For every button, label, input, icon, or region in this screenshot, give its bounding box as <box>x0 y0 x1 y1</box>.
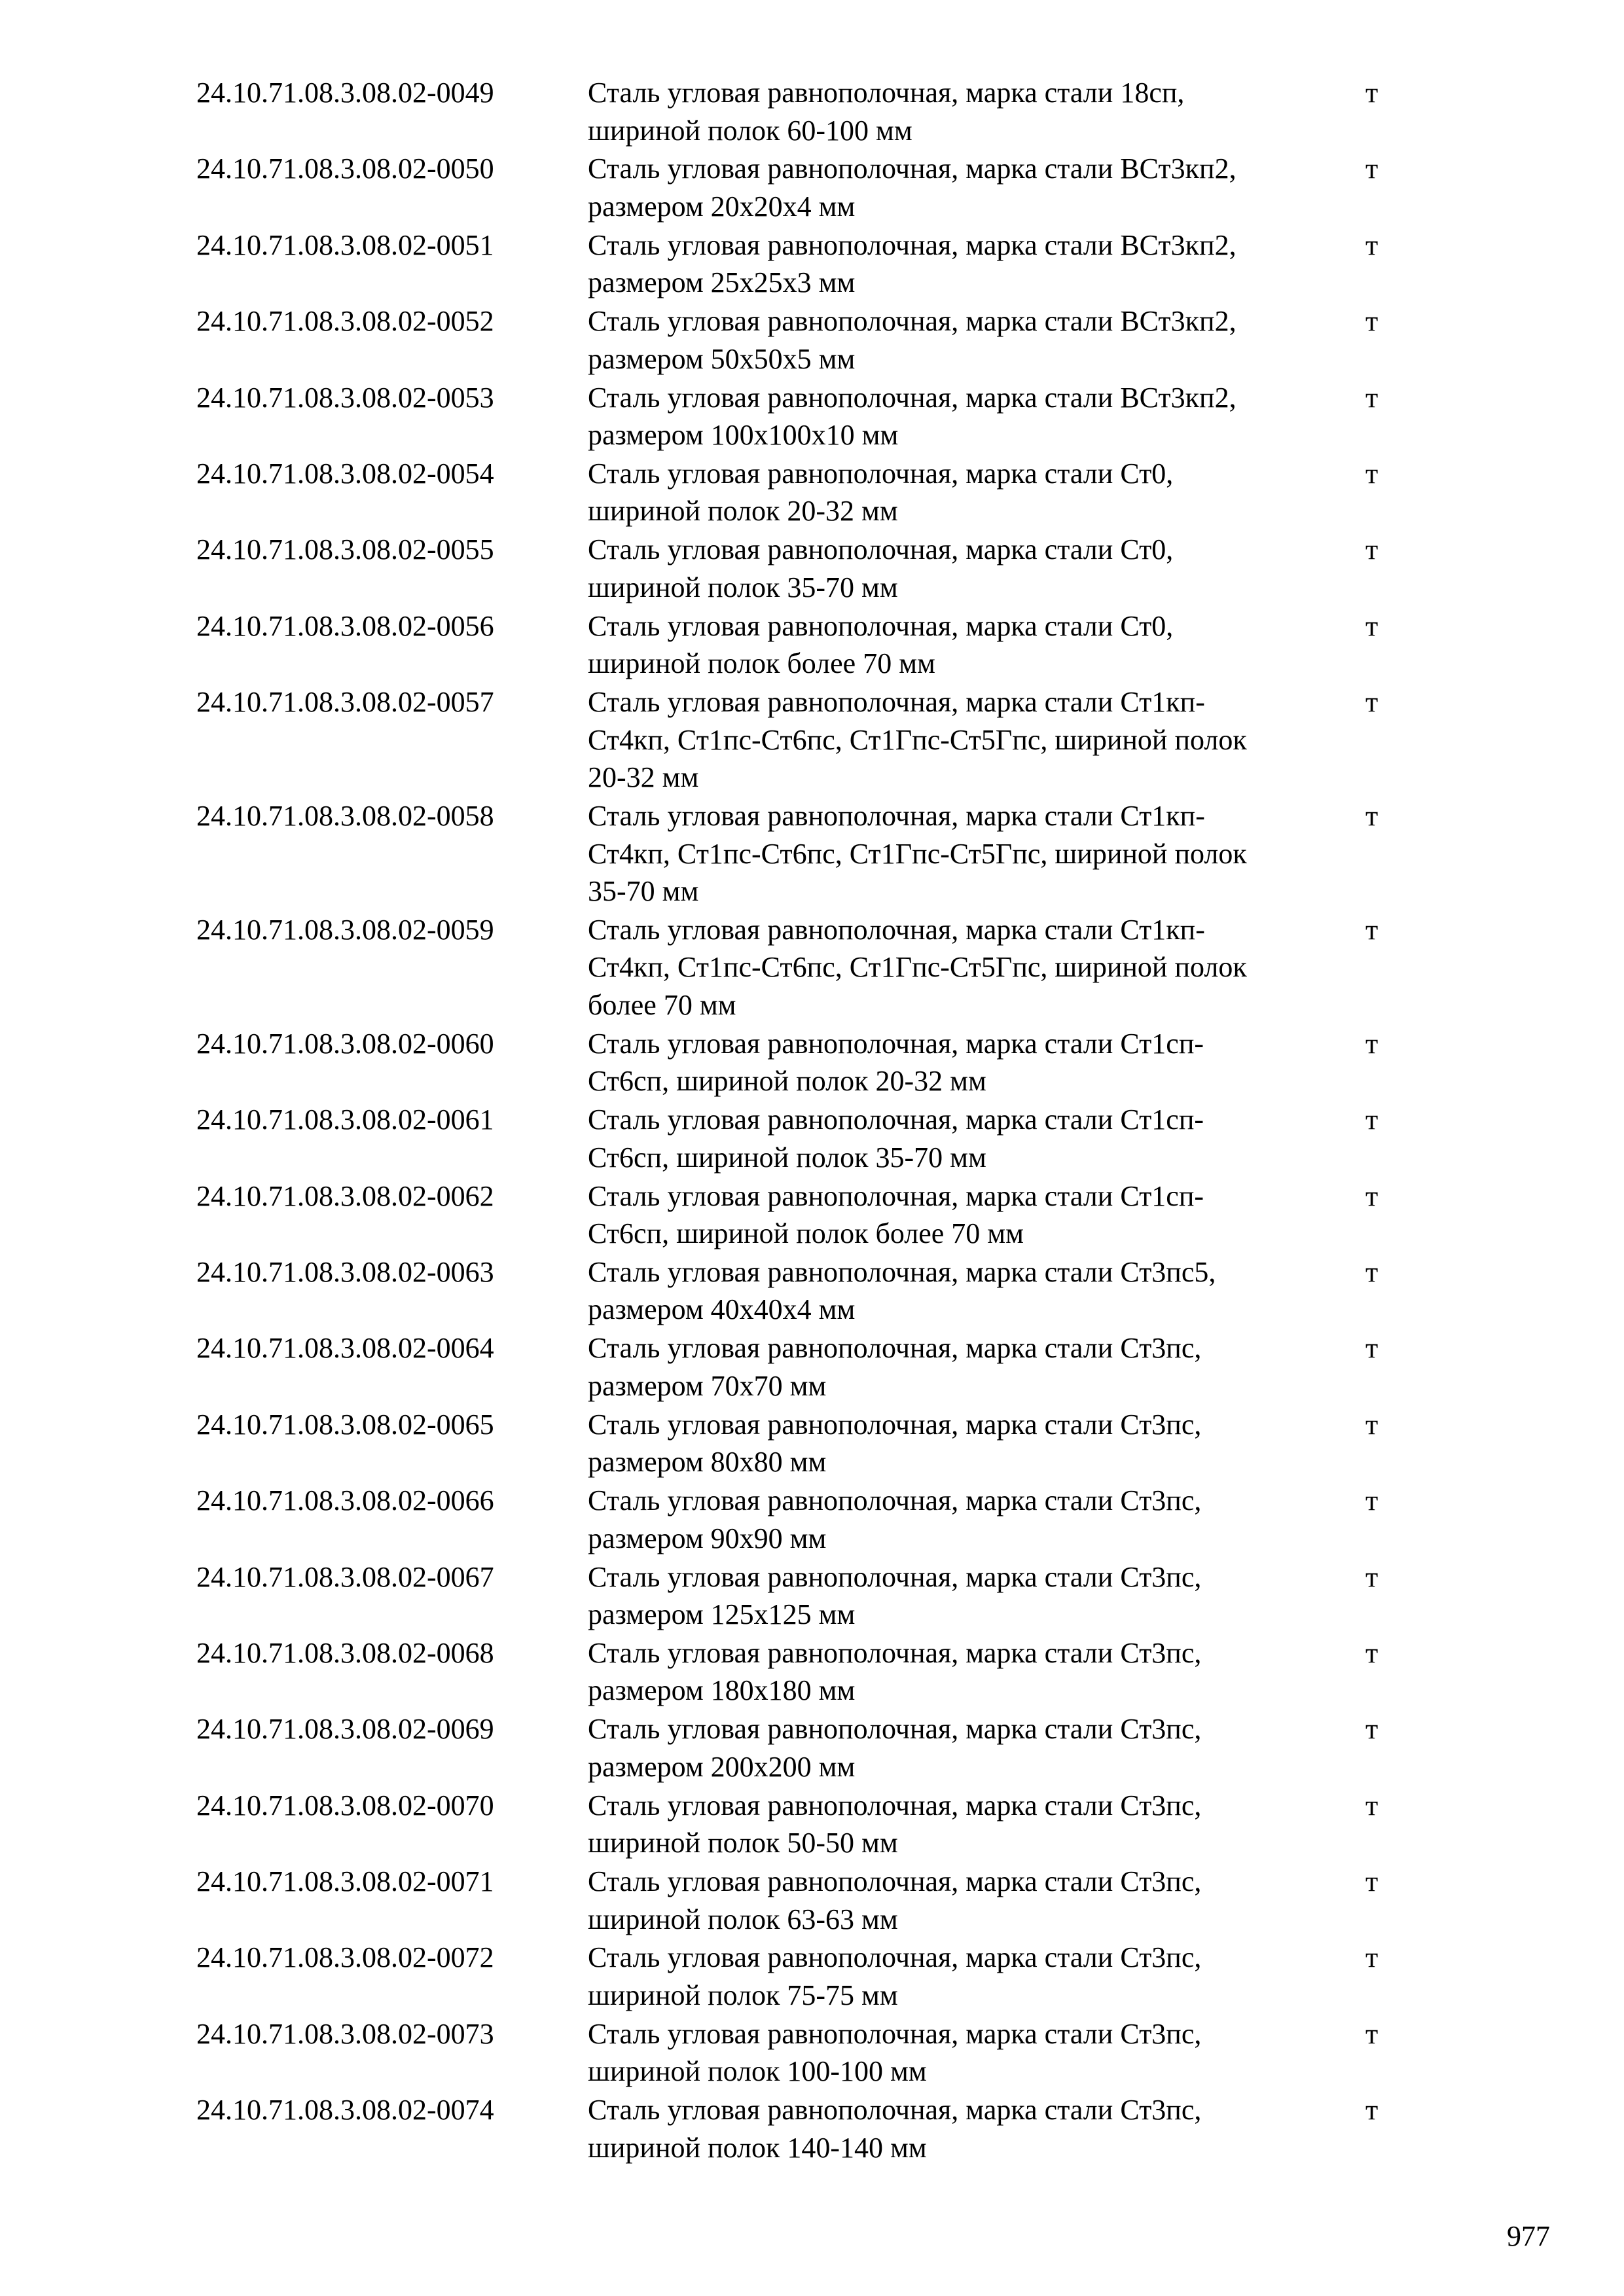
table-row <box>196 1787 1440 1862</box>
resource-code: 24.10.71.08.3.08.02-0056 <box>196 609 494 642</box>
table-row <box>196 1863 1440 1938</box>
table-row <box>196 379 1440 454</box>
resource-name: Сталь угловая равнополочная, марка стали Ст1кп- Ст4кп, Ст1пс-Ст6пс, Ст1Гпс-Ст5Гпс, шириной полок 20-32 мм <box>588 686 1247 794</box>
resource-code: 24.10.71.08.3.08.02-0054 <box>196 457 494 490</box>
unit-of-measure: т <box>1365 2094 1379 2126</box>
unit-of-measure: т <box>1365 686 1379 719</box>
resource-name: Сталь угловая равнополочная, марка стали Ст1сп- Ст6сп, шириной полок 20-32 мм <box>588 1027 1204 1098</box>
resource-name: Сталь угловая равнополочная, марка стали Ст3пс, размером 70х70 мм <box>588 1332 1202 1402</box>
resource-code: 24.10.71.08.3.08.02-0053 <box>196 381 494 414</box>
resource-name: Сталь угловая равнополочная, марка стали Ст1сп- Ст6сп, шириной полок более 70 мм <box>588 1179 1204 1250</box>
table-row <box>196 1025 1440 1100</box>
resource-name: Сталь угловая равнополочная, марка стали Ст3пс, шириной полок 63-63 мм <box>588 1865 1202 1935</box>
table-row <box>196 1177 1440 1253</box>
unit-of-measure: т <box>1365 1865 1379 1898</box>
resource-name: Сталь угловая равнополочная, марка стали ВСт3кп2, размером 100х100х10 мм <box>588 381 1236 452</box>
unit-of-measure: т <box>1365 609 1379 642</box>
resource-name: Сталь угловая равнополочная, марка стали Ст1кп- Ст4кп, Ст1пс-Ст6пс, Ст1Гпс-Ст5Гпс, шириной полок более 70 мм <box>588 913 1247 1021</box>
table-row <box>196 1482 1440 1557</box>
table-row <box>196 683 1440 797</box>
table-row <box>196 74 1440 149</box>
table-row <box>196 2091 1440 2166</box>
resource-code: 24.10.71.08.3.08.02-0058 <box>196 800 494 833</box>
resource-code: 24.10.71.08.3.08.02-0068 <box>196 1636 494 1669</box>
resource-name: Сталь угловая равнополочная, марка стали 18сп, шириной полок 60-100 мм <box>588 77 1185 147</box>
table-row <box>196 302 1440 378</box>
unit-of-measure: т <box>1365 228 1379 261</box>
unit-of-measure: т <box>1365 152 1379 185</box>
table-row <box>196 1253 1440 1329</box>
resource-name: Сталь угловая равнополочная, марка стали Ст3пс, шириной полок 50-50 мм <box>588 1789 1202 1859</box>
table-row <box>196 911 1440 1024</box>
resource-name: Сталь угловая равнополочная, марка стали ВСт3кп2, размером 25х25х3 мм <box>588 228 1236 299</box>
page-number: 977 <box>1507 2220 1550 2252</box>
unit-of-measure: т <box>1365 1103 1379 1136</box>
resource-code: 24.10.71.08.3.08.02-0065 <box>196 1408 494 1441</box>
unit-of-measure: т <box>1365 1179 1379 1212</box>
resource-code: 24.10.71.08.3.08.02-0049 <box>196 77 494 109</box>
resource-name: Сталь угловая равнополочная, марка стали Ст0, шириной полок 35-70 мм <box>588 533 1174 603</box>
unit-of-measure: т <box>1365 77 1379 109</box>
resource-code: 24.10.71.08.3.08.02-0074 <box>196 2094 494 2126</box>
unit-of-measure: т <box>1365 2017 1379 2050</box>
resource-name: Сталь угловая равнополочная, марка стали Ст3пс, размером 90х90 мм <box>588 1484 1202 1554</box>
resource-name: Сталь угловая равнополочная, марка стали ВСт3кп2, размером 20х20х4 мм <box>588 152 1236 223</box>
resource-name: Сталь угловая равнополочная, марка стали ВСт3кп2, размером 50х50х5 мм <box>588 305 1236 375</box>
resource-name: Сталь угловая равнополочная, марка стали Ст3пс, размером 80х80 мм <box>588 1408 1202 1479</box>
unit-of-measure: т <box>1365 1484 1379 1517</box>
resource-name: Сталь угловая равнополочная, марка стали Ст3пс, шириной полок 100-100 мм <box>588 2017 1202 2088</box>
unit-of-measure: т <box>1365 1941 1379 1974</box>
unit-of-measure: т <box>1365 381 1379 414</box>
table-row <box>196 607 1440 683</box>
resource-name: Сталь угловая равнополочная, марка стали Ст1сп- Ст6сп, шириной полок 35-70 мм <box>588 1103 1204 1174</box>
unit-of-measure: т <box>1365 913 1379 946</box>
resource-code: 24.10.71.08.3.08.02-0066 <box>196 1484 494 1517</box>
resource-name: Сталь угловая равнополочная, марка стали Ст3пс, шириной полок 75-75 мм <box>588 1941 1202 2011</box>
resource-code: 24.10.71.08.3.08.02-0057 <box>196 686 494 719</box>
unit-of-measure: т <box>1365 1713 1379 1746</box>
resource-code: 24.10.71.08.3.08.02-0063 <box>196 1255 494 1288</box>
resource-code: 24.10.71.08.3.08.02-0073 <box>196 2017 494 2050</box>
table-row <box>196 2015 1440 2090</box>
table-row <box>196 226 1440 302</box>
resource-code: 24.10.71.08.3.08.02-0060 <box>196 1027 494 1060</box>
unit-of-measure: т <box>1365 1408 1379 1441</box>
resource-code: 24.10.71.08.3.08.02-0064 <box>196 1332 494 1365</box>
table-row <box>196 1558 1440 1634</box>
resource-code: 24.10.71.08.3.08.02-0061 <box>196 1103 494 1136</box>
table-row <box>196 1101 1440 1176</box>
unit-of-measure: т <box>1365 1027 1379 1060</box>
table-row <box>196 1939 1440 2014</box>
unit-of-measure: т <box>1365 1560 1379 1593</box>
resource-code: 24.10.71.08.3.08.02-0062 <box>196 1179 494 1212</box>
price-list-table <box>196 74 1440 2168</box>
resource-code: 24.10.71.08.3.08.02-0050 <box>196 152 494 185</box>
resource-name: Сталь угловая равнополочная, марка стали Ст3пс, размером 125х125 мм <box>588 1560 1202 1631</box>
resource-code: 24.10.71.08.3.08.02-0055 <box>196 533 494 566</box>
resource-name: Сталь угловая равнополочная, марка стали Ст3пс, шириной полок 140-140 мм <box>588 2094 1202 2164</box>
resource-name: Сталь угловая равнополочная, марка стали Ст3пс5, размером 40х40х4 мм <box>588 1255 1216 1326</box>
resource-code: 24.10.71.08.3.08.02-0067 <box>196 1560 494 1593</box>
resource-code: 24.10.71.08.3.08.02-0052 <box>196 305 494 338</box>
resource-code: 24.10.71.08.3.08.02-0071 <box>196 1865 494 1898</box>
table-row <box>196 150 1440 225</box>
resource-name: Сталь угловая равнополочная, марка стали Ст0, шириной полок 20-32 мм <box>588 457 1174 528</box>
resource-code: 24.10.71.08.3.08.02-0070 <box>196 1789 494 1821</box>
table-row <box>196 1406 1440 1481</box>
resource-name: Сталь угловая равнополочная, марка стали Ст3пс, размером 200х200 мм <box>588 1713 1202 1783</box>
table-row <box>196 455 1440 530</box>
resource-code: 24.10.71.08.3.08.02-0069 <box>196 1713 494 1746</box>
unit-of-measure: т <box>1365 1789 1379 1821</box>
resource-name: Сталь угловая равнополочная, марка стали Ст0, шириной полок более 70 мм <box>588 609 1174 680</box>
unit-of-measure: т <box>1365 1255 1379 1288</box>
table-row <box>196 1710 1440 1785</box>
unit-of-measure: т <box>1365 457 1379 490</box>
resource-code: 24.10.71.08.3.08.02-0051 <box>196 228 494 261</box>
unit-of-measure: т <box>1365 1636 1379 1669</box>
resource-code: 24.10.71.08.3.08.02-0059 <box>196 913 494 946</box>
table-row <box>196 1634 1440 1710</box>
resource-name: Сталь угловая равнополочная, марка стали Ст3пс, размером 180х180 мм <box>588 1636 1202 1707</box>
table-row <box>196 797 1440 910</box>
unit-of-measure: т <box>1365 305 1379 338</box>
unit-of-measure: т <box>1365 1332 1379 1365</box>
unit-of-measure: т <box>1365 533 1379 566</box>
resource-name: Сталь угловая равнополочная, марка стали Ст1кп- Ст4кп, Ст1пс-Ст6пс, Ст1Гпс-Ст5Гпс, шириной полок 35-70 мм <box>588 800 1247 908</box>
table-row <box>196 531 1440 606</box>
unit-of-measure: т <box>1365 800 1379 833</box>
table-row <box>196 1329 1440 1405</box>
resource-code: 24.10.71.08.3.08.02-0072 <box>196 1941 494 1974</box>
